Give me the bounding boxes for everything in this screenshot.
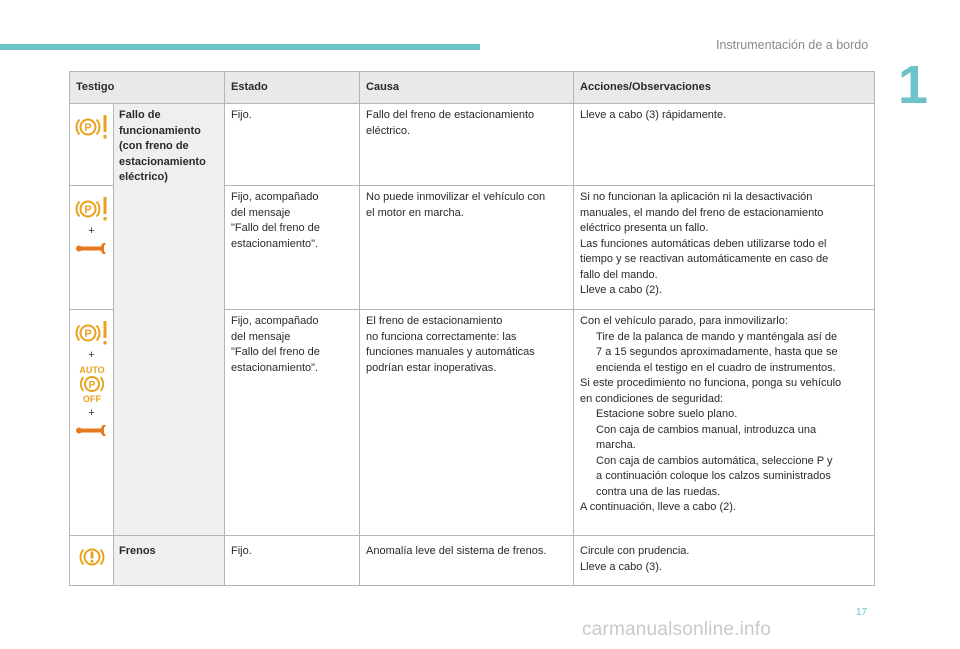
page-number: 17: [856, 607, 868, 618]
group-label-cell: [114, 104, 225, 536]
auto-icon-middle: P: [88, 380, 95, 391]
wrench-icon: [75, 422, 109, 438]
label-cell: [114, 536, 225, 586]
bullet-mark: [580, 407, 596, 423]
parking-brake-warning-icon: [75, 196, 109, 222]
icon-cell: [70, 104, 114, 186]
causa-cell: Fallo del freno de estacionamiento eléctrico.: [360, 104, 574, 186]
header-estado: Estado: [225, 72, 360, 104]
row-label: Frenos: [119, 545, 156, 557]
bullet-mark: [580, 330, 596, 377]
bullet-item: Estacione sobre suelo plano.: [580, 407, 868, 423]
header-accent-bar: [0, 44, 480, 50]
table-row: [70, 104, 875, 186]
plus-sign: +: [88, 225, 95, 237]
causa-cell: Anomalía leve del sistema de frenos.: [360, 536, 574, 586]
parking-brake-warning-icon: [75, 114, 109, 140]
header-causa: Causa: [360, 72, 574, 104]
plus-sign: +: [88, 407, 95, 419]
chapter-title: Instrumentación de a bordo: [716, 38, 869, 52]
warning-lights-table: [69, 71, 875, 586]
acciones-cell: Lleve a cabo (3) rápidamente.: [574, 104, 875, 186]
svg-text:P: P: [83, 122, 92, 135]
bullet-item: Con caja de cambios manual, introduzca una marcha.: [580, 423, 868, 454]
auto-icon-bottom: OFF: [82, 394, 101, 404]
svg-text:P: P: [83, 204, 92, 217]
plus-sign: +: [88, 349, 95, 361]
brake-warning-icon: [75, 544, 109, 570]
header-testigo: Testigo: [70, 72, 225, 104]
acciones-cell: Con el vehículo parado, para inmovilizarlo: Tire de la palanca de mando y manténgala así de 7 a 15 segundos aproximadamente, hasta que se encienda el testigo en el cuadro de instrumentos. Si este procedimiento no funciona, ponga su vehículo en condiciones de seguridad: Estacione sobre suelo plano. Con caja de cambios manual, introduzca una marcha. Con caja de cambios automática, seleccione P y a continuación coloque los calzos suministrados contra una de las ruedas. A continuación, lleve a cabo (2).: [574, 310, 875, 536]
auto-p-off-icon: [75, 364, 109, 404]
bullet-item: Tire de la palanca de mando y manténgala así de 7 a 15 segundos aproximadamente, hasta que se encienda el testigo en el cuadro de instrumentos.: [580, 330, 868, 377]
auto-icon-top: AUTO: [78, 365, 105, 375]
estado-cell: Fijo, acompañado del mensaje "Fallo del freno de estacionamiento".: [225, 186, 360, 310]
estado-cell: Fijo, acompañado del mensaje "Fallo del freno de estacionamiento".: [225, 310, 360, 536]
estado-cell: Fijo.: [225, 104, 360, 186]
bullet-item: Con caja de cambios automática, seleccione P y a continuación coloque los calzos suministrados contra una de las ruedas.: [580, 454, 868, 501]
acciones-cell: Circule con prudencia. Lleve a cabo (3).: [574, 536, 875, 586]
parking-brake-warning-icon: [75, 320, 109, 346]
icon-cell: [70, 186, 114, 310]
icon-cell: [70, 536, 114, 586]
wrench-icon: [75, 240, 109, 256]
table-header-row: [70, 72, 875, 104]
table-row: [70, 536, 875, 586]
icon-cell: [70, 310, 114, 536]
svg-text:P: P: [83, 328, 92, 341]
watermark: carmanualsonline.info: [582, 619, 772, 640]
causa-cell: No puede inmovilizar el vehículo con el motor en marcha.: [360, 186, 574, 310]
causa-cell: El freno de estacionamiento no funciona correctamente: las funciones manuales y automáticas podrían estar inoperativas.: [360, 310, 574, 536]
bullet-mark: [580, 454, 596, 501]
estado-cell: Fijo.: [225, 536, 360, 586]
bullet-mark: [580, 423, 596, 454]
header-acciones: Acciones/Observaciones: [574, 72, 875, 104]
group-label: Fallo de funcionamiento (con freno de estacionamiento eléctrico): [119, 109, 206, 183]
chapter-number: 1: [898, 55, 929, 115]
acciones-cell: Si no funcionan la aplicación ni la desactivación manuales, el mando del freno de estacionamiento eléctrico presenta un fallo. Las funciones automáticas deben utilizarse todo el tiempo y se reactivan automáticamente en caso de fallo del mando. Lleve a cabo (2).: [574, 186, 875, 310]
